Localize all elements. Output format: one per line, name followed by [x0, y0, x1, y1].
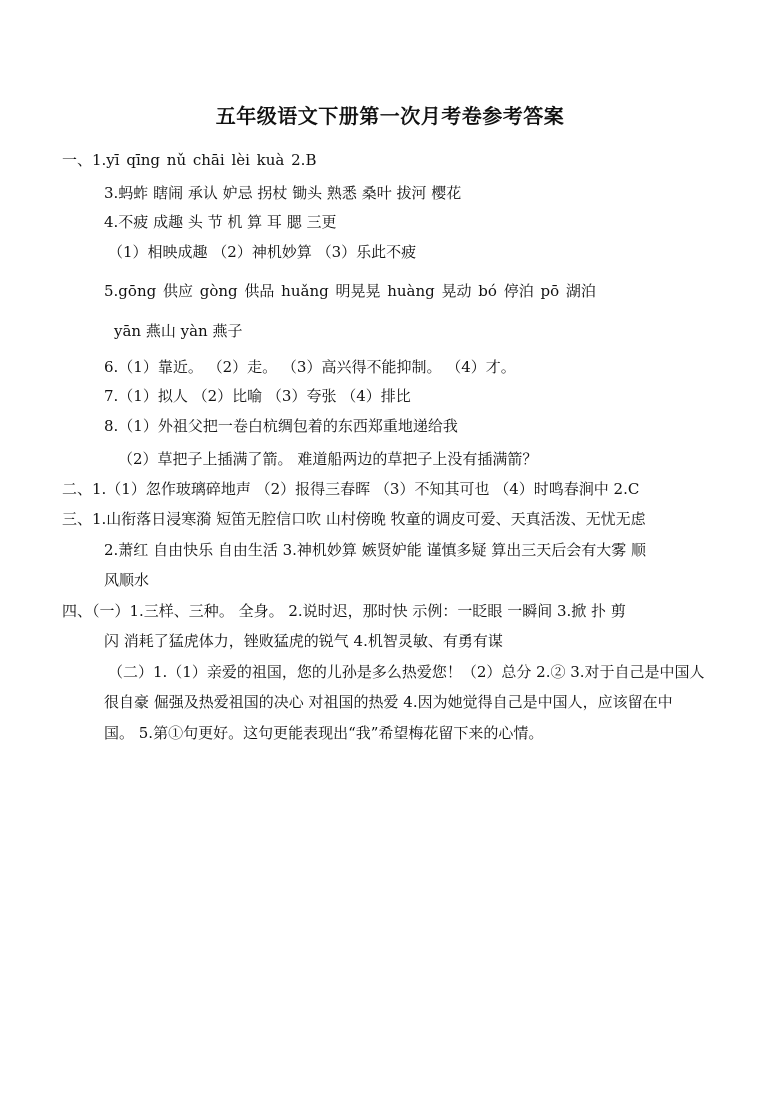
answer-line-6: yān 燕山 yàn 燕子 — [114, 322, 243, 340]
answer-line-9: 8.（1）外祖父把一卷白杭绸包着的东西郑重地递给我 — [104, 417, 458, 435]
answer-line-7: 6.（1）靠近。 （2）走。 （3）高兴得不能抑制。 （4）才。 — [104, 358, 516, 376]
answer-line-19: 国。 5.第①句更好。这句更能表现出“我”希望梅花留下来的心情。 — [104, 724, 544, 742]
answer-line-2: 3.蚂蚱 瞎闹 承认 妒忌 拐杖 锄头 熟悉 桑叶 拔河 樱花 — [104, 184, 462, 202]
answer-line-18: 很自豪 倔强及热爱祖国的决心 对祖国的热爱 4.因为她觉得自己是中国人，应该留在中 — [104, 693, 673, 711]
page-title: 五年级语文下册第一次月考卷参考答案 — [215, 104, 565, 128]
answer-line-15: 四、（一）1.三样、三种。 全身。 2.说时迟，那时快 示例：一眨眼 一瞬间 3.掀 扑 剪 — [62, 602, 626, 620]
answer-line-5: 5.gōng 供应 gòng 供品 huǎng 明晃晃 huàng 晃动 bó 停泊 pō 湖泊 — [104, 282, 596, 300]
answer-line-12: 三、1.山衔落日浸寒漪 短笛无腔信口吹 山村傍晚 牧童的调皮可爱、天真活泼、无忧无虑 — [62, 510, 646, 528]
answer-line-3: 4.不疲 成趣 头 节 机 算 耳 腮 三更 — [104, 213, 337, 231]
answer-line-17: （二）1.（1）亲爱的祖国，您的儿孙是多么热爱您！（2）总分 2.② 3.对于自己是中国人 — [108, 663, 705, 681]
answer-line-8: 7.（1）拟人 （2）比喻 （3）夸张 （4）排比 — [104, 387, 411, 405]
answer-line-4: （1）相映成趣 （2）神机妙算 （3）乐此不疲 — [108, 243, 417, 261]
answer-line-13: 2.萧红 自由快乐 自由生活 3.神机妙算 嫉贤妒能 谨慎多疑 算出三天后会有大雾 顺 — [104, 541, 647, 559]
answer-line-11: 二、1.（1）忽作玻璃碎地声 （2）报得三春晖 （3）不知其可也 （4）时鸣春涧中 2.C — [62, 480, 640, 498]
answer-line-1: 一、1.yī qīng nǔ chāi lèi kuà 2.B — [62, 151, 317, 169]
answer-line-16: 闪 消耗了猛虎体力，锉败猛虎的锐气 4.机智灵敏、有勇有谋 — [104, 632, 503, 650]
answer-line-14: 风顺水 — [104, 571, 150, 589]
answer-line-10: （2）草把子上插满了箭。 难道船两边的草把子上没有插满箭？ — [118, 450, 538, 468]
